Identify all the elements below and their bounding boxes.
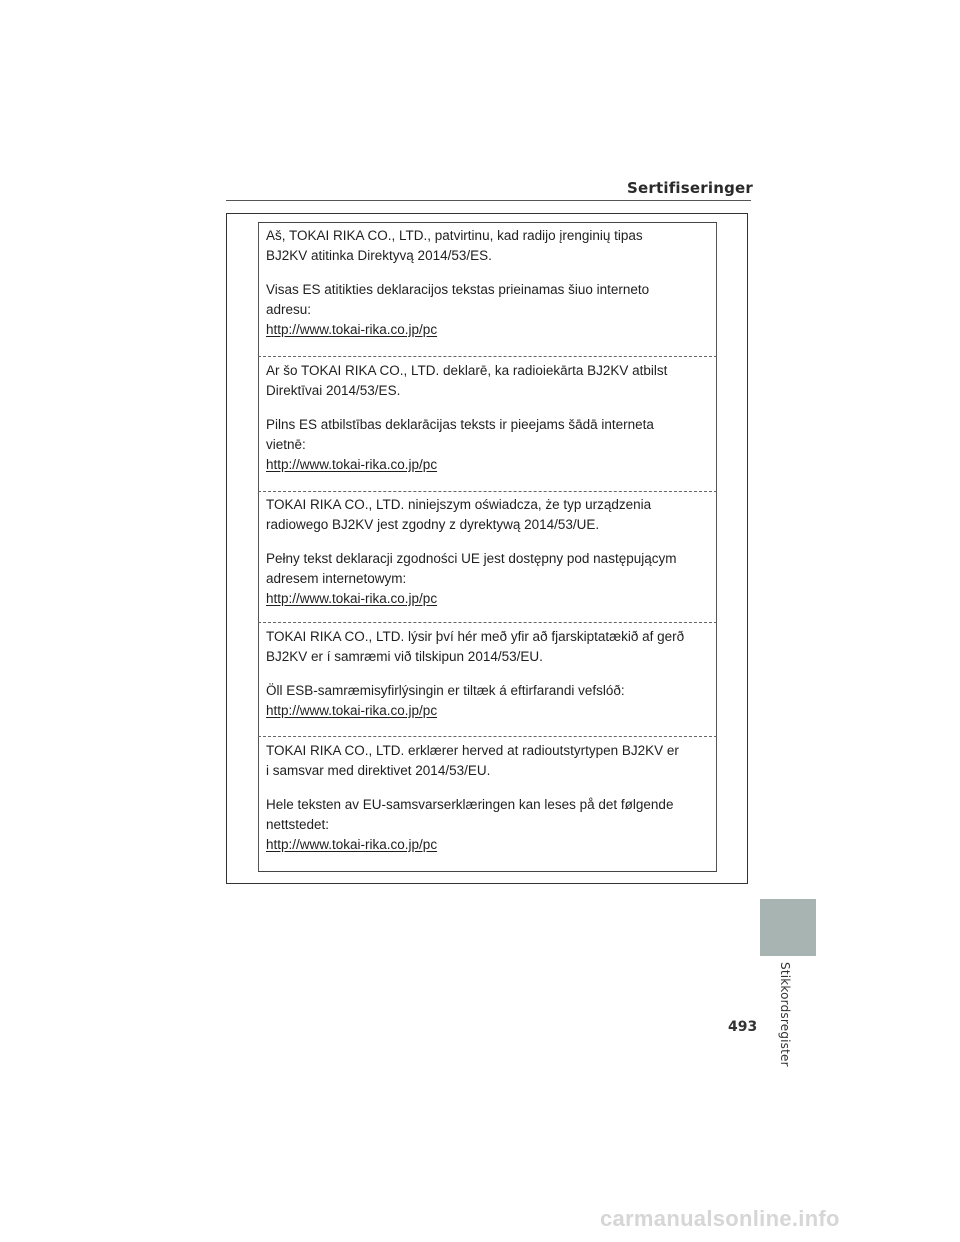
site-watermark: carmanualsonline.info	[600, 1206, 840, 1231]
declaration-text-line: adresem internetowym:	[266, 571, 407, 586]
declaration-text-line: Visas ES atitikties deklaracijos tekstas prieinamas šiuo interneto	[266, 282, 650, 297]
header-rule	[226, 200, 751, 201]
declaration-text-line: Pilns ES atbilstības deklarācijas teksts ir pieejams šādā interneta	[266, 417, 654, 432]
declaration-latvian	[266, 361, 706, 475]
page-header-title: Sertifiseringer	[627, 179, 753, 197]
declaration-line: i samsvar med direktivet 2014/53/EU.	[266, 763, 491, 778]
declaration-text-line: vietnē:	[266, 437, 306, 452]
declaration-icelandic	[266, 627, 706, 721]
declaration-line: TOKAI RIKA CO., LTD. erklærer herved at radioutstyrtypen BJ2KV er	[266, 743, 679, 758]
declaration-line: TOKAI RIKA CO., LTD. niniejszym oświadcza, że typ urządzenia	[266, 497, 652, 512]
declaration-link[interactable]: http://www.tokai-rika.co.jp/pc	[266, 457, 438, 472]
declaration-line: TOKAI RIKA CO., LTD. lýsir því hér með yfir að fjarskiptatækið af gerð	[266, 629, 685, 644]
inner-frame-top-line	[258, 222, 717, 223]
declaration-text-line: Hele teksten av EU-samsvarserklæringen kan leses på det følgende	[266, 797, 674, 812]
section-divider	[258, 736, 717, 737]
declaration-lithuanian	[266, 226, 706, 340]
declaration-polish	[266, 495, 706, 609]
declaration-text-line: Öll ESB-samræmisyfirlýsingin er tiltæk á eftirfarandi vefslóð:	[266, 683, 625, 698]
index-section-tab[interactable]	[760, 899, 816, 956]
declaration-link[interactable]: http://www.tokai-rika.co.jp/pc	[266, 837, 438, 852]
declaration-line: BJ2KV atitinka Direktyvą 2014/53/ES.	[266, 248, 492, 263]
declaration-link[interactable]: http://www.tokai-rika.co.jp/pc	[266, 703, 438, 718]
declaration-line: radiowego BJ2KV jest zgodny z dyrektywą 2014/53/UE.	[266, 517, 600, 532]
declaration-link[interactable]: http://www.tokai-rika.co.jp/pc	[266, 591, 438, 606]
section-divider	[258, 622, 717, 623]
declaration-text-line: nettstedet:	[266, 817, 330, 832]
declaration-line: Direktīvai 2014/53/ES.	[266, 383, 401, 398]
declaration-line: Aš, TOKAI RIKA CO., LTD., patvirtinu, kad radijo įrenginių tipas	[266, 228, 643, 243]
declaration-text-line: Pełny tekst deklaracji zgodności UE jest dostępny pod następującym	[266, 551, 677, 566]
declaration-line: Ar šo TOKAI RIKA CO., LTD. deklarē, ka radioiekārta BJ2KV atbilst	[266, 363, 668, 378]
declaration-norwegian	[266, 741, 706, 855]
inner-frame-bottom-line	[258, 871, 717, 872]
declaration-text-line: adresu:	[266, 302, 312, 317]
declaration-line: BJ2KV er í samræmi við tilskipun 2014/53/EU.	[266, 649, 543, 664]
section-divider	[258, 356, 717, 357]
section-divider	[258, 491, 717, 492]
page-number: 493	[728, 1019, 758, 1035]
index-section-label: Stikkordsregister	[778, 962, 792, 1067]
declaration-link[interactable]: http://www.tokai-rika.co.jp/pc	[266, 322, 438, 337]
